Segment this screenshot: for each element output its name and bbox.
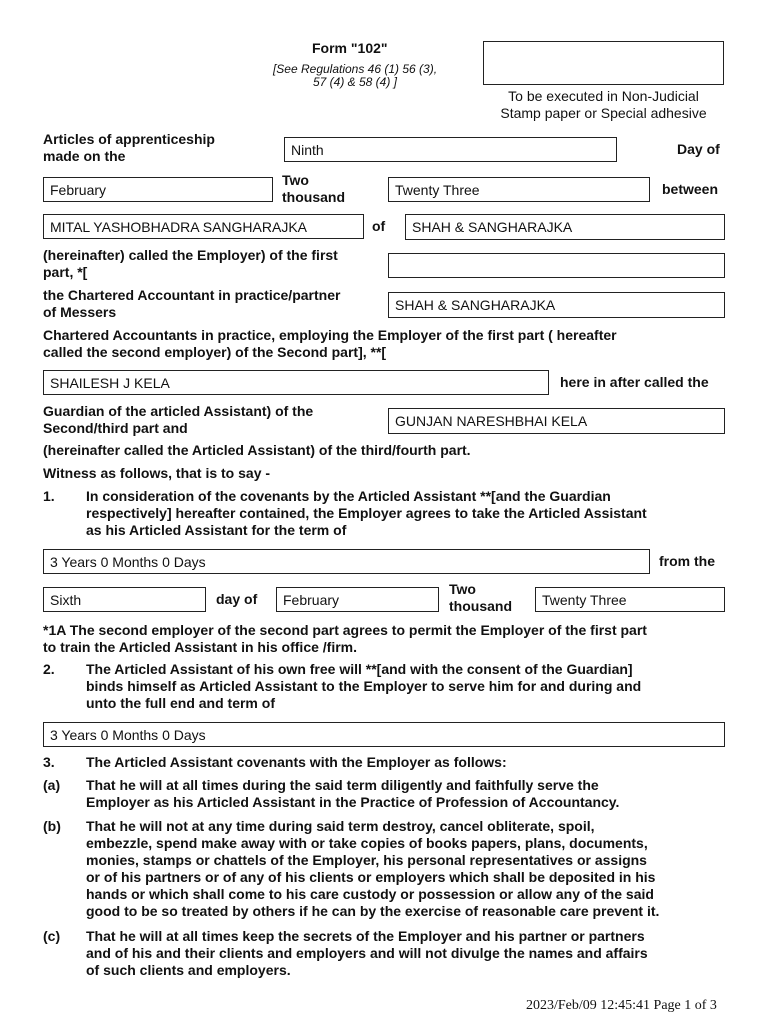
witness-line: Witness as follows, that is to say - [43, 465, 271, 481]
ca-practice-clause: Chartered Accountants in practice, employing the Employer of the first part ( hereafter called the second employer) of the Second part], **[ [43, 327, 617, 360]
clause-c-text: That he will at all times keep the secrets of the Employer and his partner or partners and of his and their clients and employers and will not divulge the names and affairs of such clients and employers. [86, 928, 648, 978]
start-year-field[interactable]: Twenty Three [535, 587, 725, 612]
day-of-lower-label: day of [216, 591, 258, 607]
between-label: between [662, 181, 719, 197]
clause-a-text: That he will at all times during the said term diligently and faithfully serve the Employer as his Articled Assistant in the Practice of Profession of Accountancy. [86, 777, 620, 810]
employer-firm-field[interactable]: SHAH & SANGHARAJKA [405, 214, 725, 240]
start-month-field[interactable]: February [276, 587, 439, 612]
clause-3-number: 3. [43, 754, 55, 770]
year-field[interactable]: Twenty Three [388, 177, 650, 202]
clause-1-number: 1. [43, 488, 55, 504]
clause-1-text: In consideration of the covenants by the Articled Assistant **[and the Guardian respectively] hereafter contained, the Employer agrees to take the Articled Assistant as his Articled Assistant for the term of [86, 488, 647, 538]
articled-assistant-field[interactable]: GUNJAN NARESHBHAI KELA [388, 408, 725, 434]
articles-label: Articles of apprenticeship made on the [43, 131, 215, 164]
stamp-note: To be executed in Non-Judicial Stamp paper or Special adhesive [500, 88, 707, 121]
form-title: Form "102" [312, 40, 388, 56]
term-field-2[interactable]: 3 Years 0 Months 0 Days [43, 722, 725, 747]
clause-3-text: The Articled Assistant covenants with the Employer as follows: [86, 754, 507, 770]
page-footer-stamp: 2023/Feb/09 12:45:41 Page 1 of 3 [526, 998, 717, 1013]
employer-clause: (hereinafter) called the Employer) of the first part, *[ [43, 247, 338, 280]
clause-c-number: (c) [43, 928, 61, 944]
of-label: of [372, 218, 386, 234]
clause-1a: *1A The second employer of the second part agrees to permit the Employer of the first part to train the Articled Assistant in his office /firm. [43, 622, 647, 655]
clause-2-number: 2. [43, 661, 55, 677]
ca-partner-label: the Chartered Accountant in practice/partner of Messers [43, 287, 341, 320]
regulations-reference: [See Regulations 46 (1) 56 (3), 57 (4) & 58 (4) ] [272, 62, 438, 89]
clause-2-text: The Articled Assistant of his own free will **[and with the consent of the Guardian] binds himself as Articled Assistant to the Employer to serve him for and during and unto the full end and term of [86, 661, 642, 711]
blank-field[interactable] [388, 253, 725, 278]
from-the-label: from the [659, 553, 715, 569]
two-thousand-label: Two thousand [282, 172, 345, 205]
employer-name-field[interactable]: MITAL YASHOBHADRA SANGHARAJKA [43, 214, 364, 239]
day-field[interactable]: Ninth [284, 137, 617, 162]
clause-a-number: (a) [43, 777, 61, 793]
stamp-box [483, 41, 724, 85]
term-field[interactable]: 3 Years 0 Months 0 Days [43, 549, 650, 574]
guardian-label: Guardian of the articled Assistant) of the Second/third part and [43, 403, 314, 436]
two-thousand-label-2: Two thousand [449, 581, 512, 614]
guardian-name-field[interactable]: SHAILESH J KELA [43, 370, 549, 395]
here-in-after-label: here in after called the [560, 374, 709, 390]
day-of-label: Day of [677, 141, 720, 157]
month-field[interactable]: February [43, 177, 273, 202]
clause-b-number: (b) [43, 818, 61, 834]
messers-firm-field[interactable]: SHAH & SANGHARAJKA [388, 292, 725, 318]
clause-b-text: That he will not at any time during said term destroy, cancel obliterate, spoil, embezzle, spend make away with or take copies of books papers, plans, documents, monies, stamps or chattels of the Employer, his personal representatives or assigns or of his partners or of any of his clients or employers which shall be deposited in his hands or which shall come to his care custody or possession or allow any of the said good to be so treated by others if he can by the exercise of reasonable care prevent it. [86, 818, 660, 919]
articled-assistant-clause: (hereinafter called the Articled Assistant) of the third/fourth part. [43, 442, 471, 458]
start-day-field[interactable]: Sixth [43, 587, 206, 612]
